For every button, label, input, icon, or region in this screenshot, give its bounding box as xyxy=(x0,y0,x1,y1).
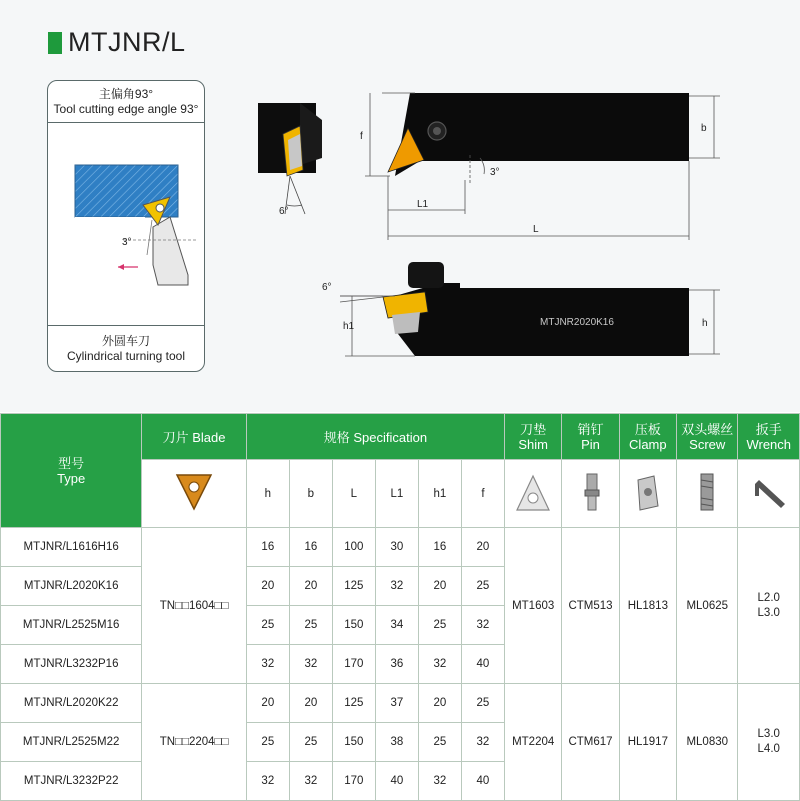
cell-b: 16 xyxy=(289,528,332,567)
header-wrench: 扳手 Wrench xyxy=(738,414,800,460)
cell-L1: 37 xyxy=(375,684,418,723)
cell-b: 32 xyxy=(289,645,332,684)
cell-b: 25 xyxy=(289,606,332,645)
cell-L: 150 xyxy=(332,606,375,645)
screw-cell: ML0625 xyxy=(677,528,738,684)
cell-h: 16 xyxy=(246,528,289,567)
screw-picture xyxy=(677,460,738,528)
cell-h1: 20 xyxy=(418,684,461,723)
type-cell: MTJNR/L1616H16 xyxy=(1,528,142,567)
angle-label-cn: 主偏角93° xyxy=(98,87,154,101)
cell-L: 170 xyxy=(332,645,375,684)
cell-L: 150 xyxy=(332,723,375,762)
header-pin: 销钉 Pin xyxy=(562,414,619,460)
cell-h1: 32 xyxy=(418,645,461,684)
header-clamp: 压板 Clamp xyxy=(619,414,676,460)
pin-cell: CTM617 xyxy=(562,684,619,801)
cell-h: 25 xyxy=(246,606,289,645)
top-view xyxy=(360,93,720,240)
cell-L1: 36 xyxy=(375,645,418,684)
cell-f: 40 xyxy=(461,762,504,801)
cell-h1: 16 xyxy=(418,528,461,567)
cell-h: 32 xyxy=(246,645,289,684)
cell-h1: 20 xyxy=(418,567,461,606)
clamp-icon xyxy=(628,470,668,514)
type-cell: MTJNR/L2020K16 xyxy=(1,567,142,606)
screw-cell: ML0830 xyxy=(677,684,738,801)
spec-col-h1: h1 xyxy=(418,460,461,528)
cell-f: 25 xyxy=(461,567,504,606)
cell-L1: 32 xyxy=(375,567,418,606)
tool-type-en: Cylindrical turning tool xyxy=(66,349,186,363)
cell-L1: 38 xyxy=(375,723,418,762)
cell-b: 20 xyxy=(289,567,332,606)
pin-icon xyxy=(571,470,611,514)
cell-b: 32 xyxy=(289,762,332,801)
end-view-angle: 6° xyxy=(279,206,289,217)
cell-h1: 25 xyxy=(418,723,461,762)
dim-h: h xyxy=(702,318,708,329)
dim-h1: h1 xyxy=(343,321,355,332)
cell-f: 32 xyxy=(461,723,504,762)
blade-cell: TN□□1604□□ xyxy=(142,528,246,684)
wrench-cell: L2.0 L3.0 xyxy=(738,528,800,684)
wrench-icon xyxy=(749,470,789,514)
cell-b: 25 xyxy=(289,723,332,762)
spec-col-b: b xyxy=(289,460,332,528)
header-shim: 刀垫 Shim xyxy=(504,414,561,460)
side-view-angle: 6° xyxy=(322,282,332,293)
type-cell: MTJNR/L2020K22 xyxy=(1,684,142,723)
blade-cell: TN□□2204□□ xyxy=(142,684,246,801)
blade-icon xyxy=(169,467,219,517)
type-cell: MTJNR/L2525M22 xyxy=(1,723,142,762)
cell-L1: 40 xyxy=(375,762,418,801)
clamp-cell: HL1813 xyxy=(619,528,676,684)
cell-L1: 34 xyxy=(375,606,418,645)
dim-f: f xyxy=(360,131,363,142)
cell-h1: 32 xyxy=(418,762,461,801)
shim-picture xyxy=(504,460,561,528)
cell-L1: 30 xyxy=(375,528,418,567)
header-spec: 规格 Specification xyxy=(246,414,504,460)
screw-icon xyxy=(687,470,727,514)
cell-L: 125 xyxy=(332,567,375,606)
cell-f: 32 xyxy=(461,606,504,645)
angle-label-en: Tool cutting edge angle 93° xyxy=(53,102,199,116)
dim-L: L xyxy=(533,224,539,235)
type-cell: MTJNR/L3232P22 xyxy=(1,762,142,801)
cell-h1: 25 xyxy=(418,606,461,645)
cell-h: 20 xyxy=(246,684,289,723)
cell-h: 20 xyxy=(246,567,289,606)
clamp-picture xyxy=(619,460,676,528)
header-blade: 刀片 Blade xyxy=(142,414,246,460)
tool-type-cn: 外圆车刀 xyxy=(101,334,150,348)
type-cell: MTJNR/L3232P16 xyxy=(1,645,142,684)
pin-cell: CTM513 xyxy=(562,528,619,684)
dim-L1: L1 xyxy=(417,199,429,210)
spec-col-f: f xyxy=(461,460,504,528)
clamp-cell: HL1917 xyxy=(619,684,676,801)
side-view xyxy=(322,262,720,356)
cell-L: 125 xyxy=(332,684,375,723)
header-screw: 双头螺丝 Screw xyxy=(677,414,738,460)
spec-col-L1: L1 xyxy=(375,460,418,528)
cell-L: 100 xyxy=(332,528,375,567)
spec-col-L: L xyxy=(332,460,375,528)
cell-b: 20 xyxy=(289,684,332,723)
cell-L: 170 xyxy=(332,762,375,801)
header-type xyxy=(1,414,142,528)
shim-cell: MT2204 xyxy=(504,684,561,801)
page-title: MTJNR/L xyxy=(68,27,186,57)
cell-f: 40 xyxy=(461,645,504,684)
cell-h: 25 xyxy=(246,723,289,762)
dim-b: b xyxy=(701,123,707,134)
header-type-en: Type xyxy=(57,470,86,486)
cell-f: 20 xyxy=(461,528,504,567)
shim-icon xyxy=(513,470,553,514)
top-view-angle: 3° xyxy=(490,167,500,178)
end-view xyxy=(258,103,322,217)
spec-col-h: h xyxy=(246,460,289,528)
table-row xyxy=(1,528,800,567)
wrench-cell: L3.0 L4.0 xyxy=(738,684,800,801)
shim-cell: MT1603 xyxy=(504,528,561,684)
spec-table xyxy=(0,413,800,800)
angle-3-label: 3° xyxy=(122,237,132,248)
table-row xyxy=(1,684,800,723)
blade-picture xyxy=(142,460,246,528)
cell-f: 25 xyxy=(461,684,504,723)
wrench-picture xyxy=(738,460,800,528)
engraving: MTJNR2020K16 xyxy=(540,317,614,328)
type-cell: MTJNR/L2525M16 xyxy=(1,606,142,645)
header-type-cn: 型号 xyxy=(58,455,85,471)
pin-picture xyxy=(562,460,619,528)
cell-h: 32 xyxy=(246,762,289,801)
